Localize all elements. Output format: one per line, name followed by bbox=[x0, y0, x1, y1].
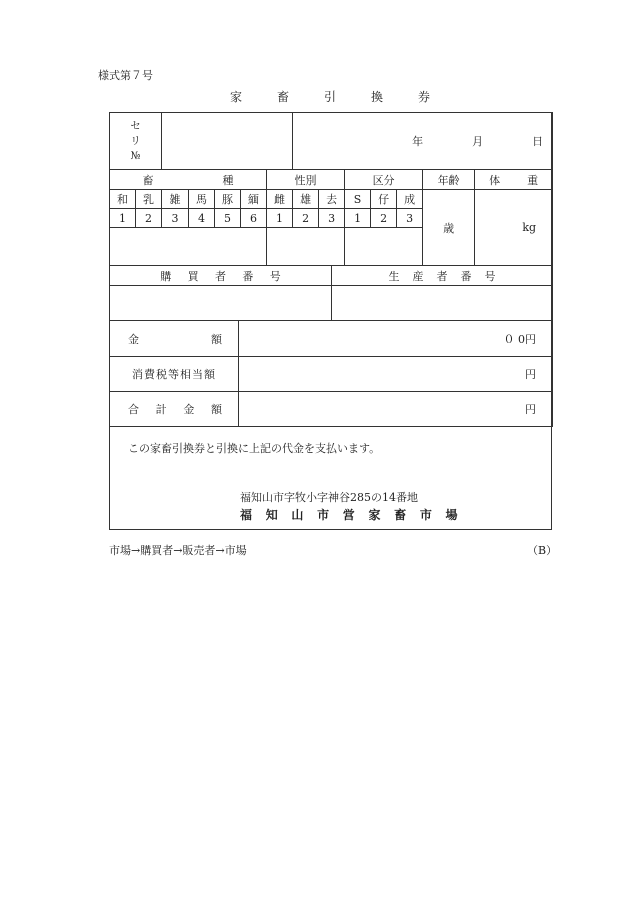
title-char: 券 bbox=[417, 90, 430, 104]
producer-number-field[interactable] bbox=[332, 286, 553, 321]
sex-type: 雄 bbox=[293, 190, 319, 209]
sex-type: 去 bbox=[319, 190, 345, 209]
livestock-code[interactable]: 3 bbox=[162, 209, 189, 228]
tax-value[interactable]: 円 bbox=[239, 357, 553, 392]
form-number: 様式第７号 bbox=[98, 69, 153, 82]
weight-header: 体 重 bbox=[475, 170, 553, 190]
routing-note: 市場→購買者→販売者→市場 bbox=[109, 544, 247, 557]
livestock-type: 緬 bbox=[241, 190, 267, 209]
category-type: 仔 bbox=[371, 190, 397, 209]
year-label: 年 bbox=[412, 135, 424, 148]
sex-type: 雌 bbox=[267, 190, 293, 209]
producer-number-label: 生 産 者 番 号 bbox=[332, 266, 553, 286]
sex-entry-field[interactable] bbox=[267, 228, 345, 266]
livestock-type: 乳 bbox=[136, 190, 162, 209]
sex-code[interactable]: 2 bbox=[293, 209, 319, 228]
livestock-header: 畜 種 bbox=[110, 170, 267, 190]
party-number-table bbox=[109, 265, 553, 321]
date-field[interactable] bbox=[293, 113, 553, 170]
livestock-type: 豚 bbox=[215, 190, 241, 209]
title-char: 家 bbox=[230, 90, 243, 104]
month-label: 月 bbox=[472, 135, 484, 148]
tax-label: 消費税等相当額 bbox=[110, 357, 239, 392]
copy-label: （B） bbox=[527, 544, 558, 557]
category-type: 成 bbox=[397, 190, 423, 209]
amount-value[interactable]: ０ 0円 bbox=[239, 321, 553, 357]
livestock-code[interactable]: 4 bbox=[189, 209, 215, 228]
seri-number-field[interactable] bbox=[162, 113, 293, 170]
category-code[interactable]: 1 bbox=[345, 209, 371, 228]
day-label: 日 bbox=[532, 135, 544, 148]
livestock-type: 和 bbox=[110, 190, 136, 209]
livestock-code[interactable]: 6 bbox=[241, 209, 267, 228]
amount-table bbox=[109, 320, 553, 427]
market-name: 福 知 山 市 営 家 畜 市 場 bbox=[240, 508, 458, 522]
category-code[interactable]: 3 bbox=[397, 209, 423, 228]
livestock-type: 雑 bbox=[162, 190, 189, 209]
total-label: 合 計 金 額 bbox=[110, 392, 239, 427]
buyer-number-label: 購 買 者 番 号 bbox=[110, 266, 332, 286]
title-char: 引 bbox=[323, 90, 336, 104]
category-header: 区分 bbox=[345, 170, 423, 190]
sex-header: 性別 bbox=[267, 170, 345, 190]
total-value[interactable]: 円 bbox=[239, 392, 553, 427]
livestock-code[interactable]: 5 bbox=[215, 209, 241, 228]
sex-code[interactable]: 1 bbox=[267, 209, 293, 228]
document-title bbox=[230, 88, 430, 105]
payment-note: この家畜引換券と引換に上記の代金を支払います。 bbox=[128, 442, 381, 455]
weight-field[interactable]: kg bbox=[475, 190, 553, 266]
seri-number-label: セ リ № bbox=[110, 113, 162, 170]
category-code[interactable]: 2 bbox=[371, 209, 397, 228]
title-char: 畜 bbox=[276, 90, 289, 104]
title-char: 換 bbox=[370, 90, 383, 104]
buyer-number-field[interactable] bbox=[110, 286, 332, 321]
livestock-code[interactable]: 1 bbox=[110, 209, 136, 228]
market-address: 福知山市字牧小字神谷285の14番地 bbox=[240, 491, 418, 504]
age-field[interactable]: 歳 bbox=[423, 190, 475, 266]
livestock-type: 馬 bbox=[189, 190, 215, 209]
livestock-code[interactable]: 2 bbox=[136, 209, 162, 228]
amount-label: 金 額 bbox=[110, 321, 239, 357]
age-header: 年齢 bbox=[423, 170, 475, 190]
category-entry-field[interactable] bbox=[345, 228, 423, 266]
sex-code[interactable]: 3 bbox=[319, 209, 345, 228]
livestock-table bbox=[109, 112, 553, 266]
livestock-entry-field[interactable] bbox=[110, 228, 267, 266]
category-type: S bbox=[345, 190, 371, 209]
